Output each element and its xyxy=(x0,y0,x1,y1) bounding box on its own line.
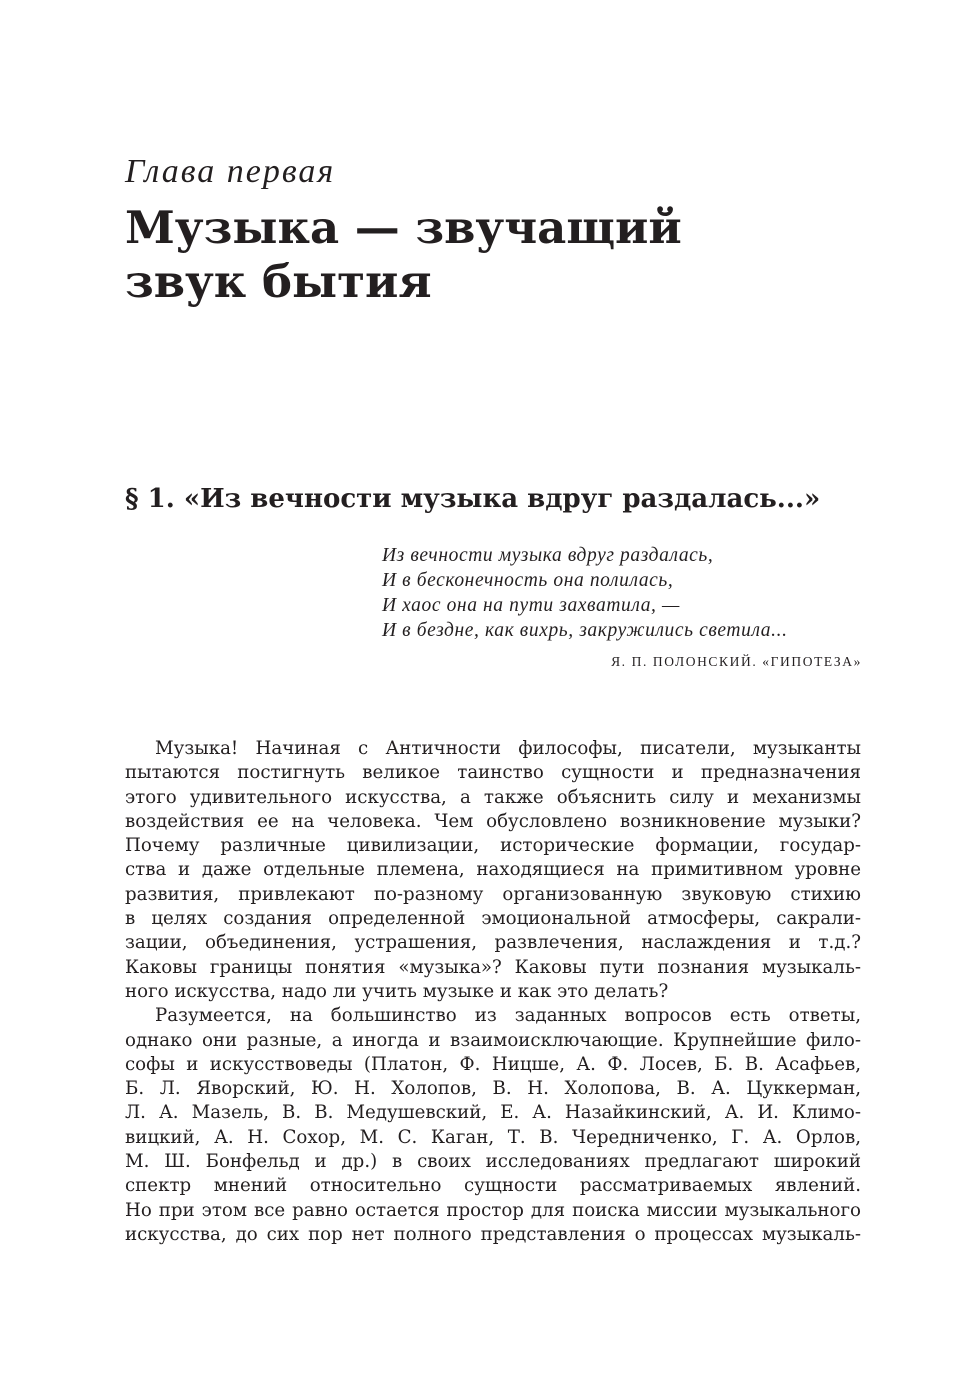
epigraph-line: И в бездне, как вихрь, закружились светила... xyxy=(382,620,788,641)
text-line: воздействия ее на человека. Чем обусловлено возникновение музыки? xyxy=(125,810,861,832)
paragraph-1 xyxy=(125,737,861,1004)
text-line: пытаются постигнуть великое таинство сущности и предназначения xyxy=(125,762,861,784)
text-line: вицкий, А. Н. Сохор, М. С. Каган, Т. В. Чередниченко, Г. А. Орлов, xyxy=(125,1126,861,1148)
epigraph-line: Из вечности музыка вдруг раздалась, xyxy=(382,545,714,566)
epigraph-source: Я. П. ПОЛОНСКИЙ. «ГИПОТЕЗА» xyxy=(611,654,862,669)
chapter-title-line: звук бытия xyxy=(125,255,432,308)
text-line: спектр мнений относительно сущности рассматриваемых явлений. xyxy=(125,1175,861,1197)
text-line: Л. А. Мазель, В. В. Медушевский, Е. А. Назайкинский, А. И. Климо- xyxy=(125,1102,861,1124)
text-line: Музыка! Начиная с Античности философы, писатели, музыканты xyxy=(155,738,861,759)
paragraph-2 xyxy=(125,1004,861,1247)
text-line: софы и искусствоведы (Платон, Ф. Ницше, А. Ф. Лосев, Б. В. Асафьев, xyxy=(125,1053,861,1075)
text-line: Почему различные цивилизации, исторические формации, государ- xyxy=(125,835,861,857)
text-line: Но при этом все равно остается простор для поиска миссии музыкального xyxy=(125,1199,861,1221)
text-line: зации, объединения, устрашения, развлечения, наслаждения и т.д.? xyxy=(125,932,861,954)
section-title: § 1. «Из вечности музыка вдруг раздалась...» xyxy=(125,484,821,514)
text-line: однако они разные, а иногда и взаимоисключающие. Крупнейшие фило- xyxy=(125,1029,861,1051)
text-line: в целях создания определенной эмоциональной атмосферы, сакрали- xyxy=(125,908,861,930)
text-line: этого удивительного искусства, а также объяснить силу и механизмы xyxy=(125,786,861,808)
text-line: Б. Л. Яворский, Ю. Н. Холопов, В. Н. Холопова, В. А. Цуккерман, xyxy=(125,1078,861,1100)
epigraph-line: И хаос она на пути захватила, — xyxy=(382,595,680,616)
text-line: искусства, до сих пор нет полного представления о процессах музыкаль- xyxy=(125,1223,861,1245)
text-line: Каковы границы понятия «музыка»? Каковы пути познания музыкаль- xyxy=(125,956,861,978)
text-line: развития, привлекают по-разному организованную звуковую стихию xyxy=(125,883,861,905)
epigraph xyxy=(382,543,862,643)
epigraph-line: И в бесконечность она полилась, xyxy=(382,570,674,591)
chapter-label: Глава первая xyxy=(125,153,336,190)
text-line: ного искусства, надо ли учить музыке и как это делать? xyxy=(125,980,669,1002)
text-line: М. Ш. Бонфельд и др.) в своих исследованиях предлагают широкий xyxy=(125,1151,861,1173)
text-line: ства и даже отдельные племена, находящиеся на примитивном уровне xyxy=(125,859,861,881)
chapter-title-line: Музыка — звучащий xyxy=(125,201,682,254)
chapter-title xyxy=(125,201,885,309)
text-line: Разумеется, на большинство из заданных вопросов есть ответы, xyxy=(155,1005,861,1027)
body-text xyxy=(125,737,861,1247)
